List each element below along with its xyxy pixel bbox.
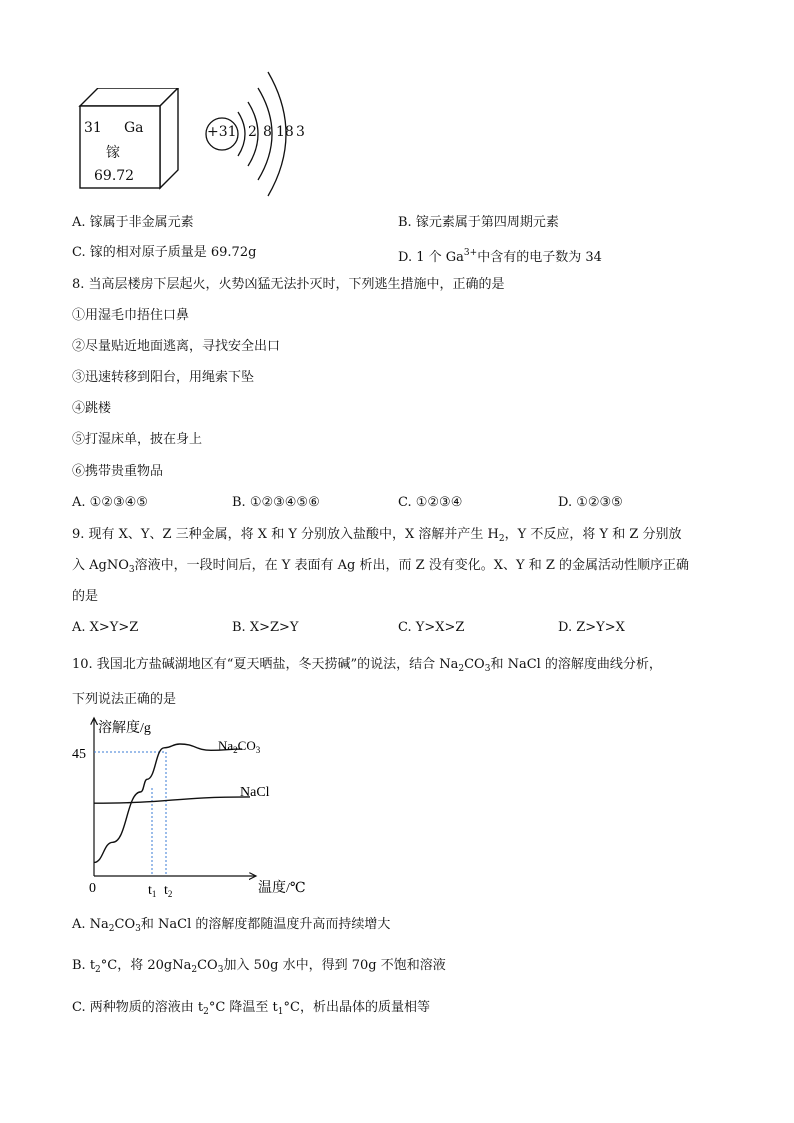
- solubility-chart-svg: [60, 714, 340, 900]
- q8-stem: 8. 当高层楼房下层起火，火势凶猛无法扑灭时，下列逃生措施中，正确的是: [72, 277, 505, 292]
- q7-option-b: B. 镓元素属于第四周期元素: [398, 215, 559, 230]
- y-axis-label: 溶解度/g: [98, 721, 151, 736]
- q9-option-b: B. X>Z>Y: [232, 620, 299, 635]
- q9-option-d: D. Z>Y>X: [558, 620, 625, 635]
- q8-option-b: B. ①②③④⑤⑥: [232, 495, 320, 510]
- q9-stem-line-3: 的是: [72, 589, 99, 604]
- element-symbol: Ga: [124, 120, 144, 136]
- shell-2-count: 8: [263, 124, 272, 140]
- atomic-number: 31: [84, 120, 102, 136]
- solubility-chart: [60, 714, 340, 900]
- q10-option-a: A. $Na_2CO_3$和 NaCl 的溶解度都随温度升高而持续增大: [72, 917, 391, 934]
- x-tick-t2: $t_2$: [164, 883, 173, 899]
- q8-option-c: C. ①②③④: [398, 495, 463, 510]
- q8-option-d: D. ①②③⑤: [558, 495, 623, 510]
- q8-option-a: A. ①②③④⑤: [72, 495, 148, 510]
- series-label-na2co3: $Na_2CO_3$: [218, 738, 261, 755]
- series-line-nacl: [94, 797, 250, 803]
- atom-structure-diagram: [198, 68, 308, 200]
- q7-option-a: A. 镓属于非金属元素: [72, 215, 194, 230]
- shell-4-count: 3: [296, 124, 305, 140]
- q10-option-b: B. $t_2^\circ C$，将 $20gNa_2CO_3$加入 50g 水中，得到 70g 不饱和溶液: [72, 958, 446, 975]
- shell-3-count: 18: [276, 124, 294, 140]
- q8-item-3: ③迅速转移到阳台，用绳索下坠: [72, 370, 255, 385]
- series-label-nacl: NaCl: [240, 785, 270, 800]
- q9-stem-line-1: 9. 现有 X、Y、Z 三种金属，将 X 和 Y 分别放入盐酸中，X 溶解并产生 $H_2$，Y 不反应，将 Y 和 Z 分别放: [72, 527, 682, 544]
- y-tick-45: 45: [72, 747, 86, 762]
- origin-label: 0: [89, 881, 96, 896]
- q8-item-6: ⑥携带贵重物品: [72, 464, 164, 479]
- q8-item-2: ②尽量贴近地面逃离，寻找安全出口: [72, 339, 281, 354]
- q8-item-1: ①用湿毛巾捂住口鼻: [72, 308, 190, 323]
- q9-stem-line-2: 入 AgNO$_3$溶液中，一段时间后，在 Y 表面有 Ag 析出，而 Z 没有变化。X、Y 和 Z 的金属活动性顺序正确: [72, 558, 690, 575]
- q10-option-c: C. 两种物质的溶液由 $t_2^\circ C$ 降温至 $t_1^\circ C$，析出晶体的质量相等: [72, 1000, 430, 1017]
- q8-item-5: ⑤打湿床单，披在身上: [72, 432, 203, 447]
- element-name: 镓: [106, 145, 120, 161]
- q7-option-d: D. 1 个 $Ga^{3+}$中含有的电子数为 34: [398, 248, 602, 265]
- q10-stem-line-1: 10. 我国北方盐碱湖地区有“夏天晒盐，冬天捞碱”的说法，结合 $Na_2CO_3$和 NaCl 的溶解度曲线分析，: [72, 657, 662, 674]
- q7-option-c: C. 镓的相对原子质量是 69.72g: [72, 245, 257, 260]
- x-tick-t1: $t_1$: [148, 883, 157, 899]
- q10-stem-line-2: 下列说法正确的是: [72, 692, 177, 707]
- q9-option-a: A. X>Y>Z: [72, 620, 139, 635]
- x-axis-label: 温度/℃: [258, 881, 306, 896]
- q8-item-4: ④跳楼: [72, 401, 112, 416]
- atomic-mass: 69.72: [94, 168, 135, 184]
- q9-option-c: C. Y>X>Z: [398, 620, 465, 635]
- nucleus-charge: +31: [207, 124, 237, 140]
- element-card: [78, 88, 180, 192]
- shell-1-count: 2: [248, 124, 257, 140]
